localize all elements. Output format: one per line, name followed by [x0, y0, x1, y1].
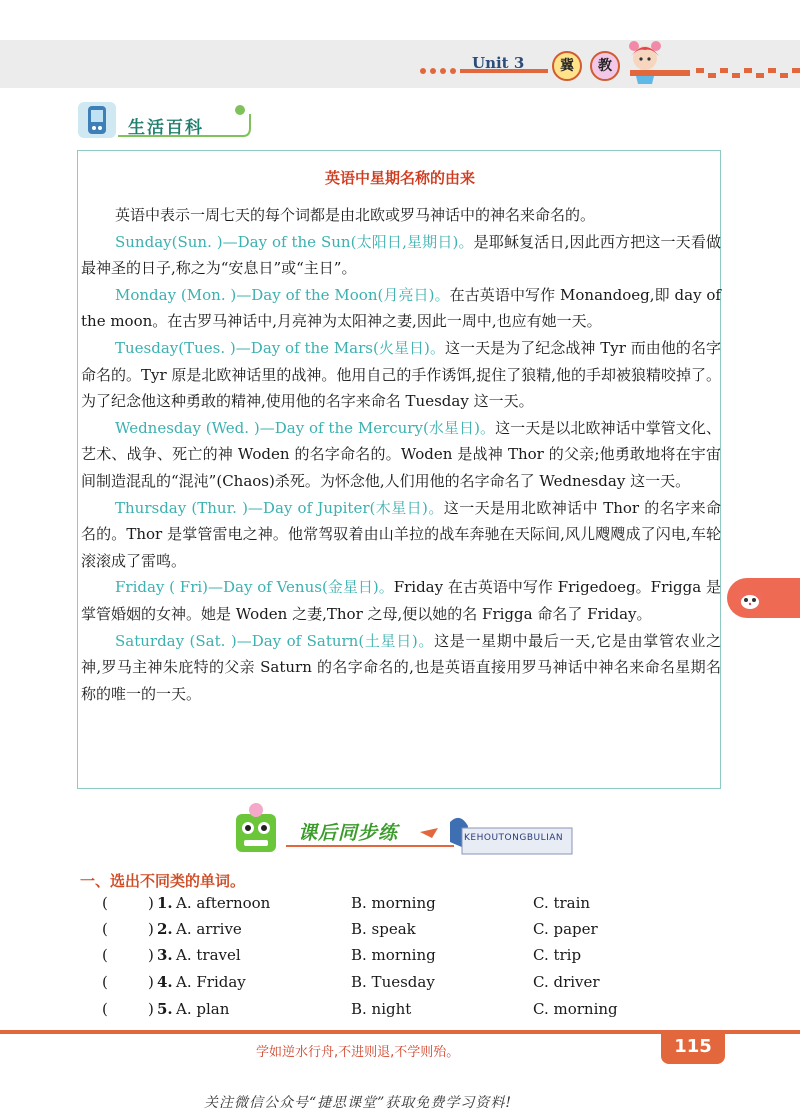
paragraph-monday	[81, 282, 721, 335]
day-heading-thursday: Thursday (Thur. )—Day of Jupiter(木星日)。	[115, 498, 444, 517]
exercise-heading: 一、选出不同类的单词。	[80, 872, 246, 890]
day-text-sunday: 是耶稣复活日,因此西方把这一天看做最神圣的日子,称之为“安息日”或“主日”。	[81, 232, 722, 278]
practice-subtitle: KEHOUTONGBULIAN	[464, 833, 564, 843]
option-c: C. trip	[533, 946, 582, 964]
question-number: 4.	[157, 973, 173, 991]
answer-paren-right: )	[148, 946, 154, 964]
option-b: B. morning	[351, 894, 436, 912]
option-b: B. night	[351, 1000, 412, 1018]
day-heading-friday: Friday ( Fri)—Day of Venus(金星日)。	[115, 578, 394, 597]
option-c: C. paper	[533, 920, 598, 938]
option-a: A. Friday	[176, 973, 246, 991]
paragraph-sunday	[81, 229, 721, 282]
cartoon-fox-icon	[734, 582, 766, 614]
practice-banner	[228, 802, 576, 860]
question-row	[0, 1000, 800, 1026]
day-text-wednesday: 这一天是以北欧神话中掌管文化、艺术、战争、死亡的神 Woden 的名字命名的。Woden 是战神 Thor 的父亲;他勇敢地将在宇宙间制造混乱的“混沌”(Chaos)杀死。为怀念他,人们用他的名字命名了 Wednesday 这一天。	[81, 418, 721, 490]
publisher-badge-jiao: 教	[590, 51, 620, 81]
option-a: A. arrive	[176, 920, 242, 938]
answer-paren-left: (	[102, 946, 108, 964]
paragraph-saturday	[81, 628, 721, 708]
option-b: B. speak	[351, 920, 416, 938]
answer-paren-right: )	[148, 920, 154, 938]
article-body	[81, 202, 721, 707]
answer-paren-left: (	[102, 973, 108, 991]
option-c: C. driver	[533, 973, 600, 991]
day-text-friday: Friday 在古英语中写作 Frigedoeg。Frigga 是掌管婚姻的女神。她是 Woden 之妻,Thor 之母,便以她的名 Frigga 命名了 Friday。	[81, 578, 721, 623]
day-heading-sunday: Sunday(Sun. )—Day of the Sun(太阳日,星期日)。	[115, 232, 474, 251]
paragraph-thursday	[81, 495, 721, 575]
question-number: 5.	[157, 1000, 173, 1018]
day-text-saturday: 这是一星期中最后一天,它是由掌管农业之神,罗马主神朱庇特的父亲 Saturn 的名字命名的,也是英语直接用罗马神话中神名来命名星期名称的唯一的一天。	[81, 631, 721, 703]
article-title: 英语中星期名称的由来	[324, 169, 475, 187]
answer-paren-right: )	[148, 894, 154, 912]
answer-paren-right: )	[148, 1000, 154, 1018]
day-text-thursday: 这一天是用北欧神话中 Thor 的名字来命名的。Thor 是掌管雷电之神。他常驾驭着由山羊拉的战车奔驰在天际间,风儿飕飕成了闪电,车轮滚滚成了雷鸣。	[81, 498, 721, 570]
question-row	[0, 894, 800, 920]
question-row	[0, 973, 800, 999]
option-c: C. morning	[533, 1000, 618, 1018]
footer-slogan: 学如逆水行舟,不进则退,不学则殆。	[256, 1045, 460, 1060]
option-c: C. train	[533, 894, 591, 912]
practice-title: 课后同步练	[298, 822, 399, 844]
option-a: A. travel	[176, 946, 241, 964]
question-row	[0, 946, 800, 972]
day-text-tuesday: 这一天是为了纪念战神 Tyr 而由他的名字命名的。Tyr 原是北欧神话里的战神。他用自己的手作诱饵,捉住了狼精,他的手却被狼精咬掉了。为了纪念他这种勇敢的精神,使用他的名字来命名 Tuesday 这一天。	[81, 338, 722, 411]
option-a: A. afternoon	[176, 894, 271, 912]
paragraph-tuesday	[81, 335, 721, 415]
option-a: A. plan	[176, 1000, 230, 1018]
page-number: 115	[674, 1036, 712, 1057]
header-band	[0, 40, 800, 88]
publisher-badge-ji: 冀	[552, 51, 582, 81]
paragraph-friday	[81, 574, 721, 627]
day-heading-monday: Monday (Mon. )—Day of the Moon(月亮日)。	[115, 285, 450, 304]
day-text-monday: 在古英语中写作 Monandoeg,即 day of the moon。在古罗马神话中,月亮神为太阳神之妻,因此一周中,也应有她一天。	[81, 285, 721, 331]
option-b: B. Tuesday	[351, 973, 435, 991]
answer-paren-left: (	[102, 894, 108, 912]
article-intro: 英语中表示一周七天的每个词都是由北欧或罗马神话中的神名来命名的。	[115, 206, 596, 224]
answer-paren-left: (	[102, 920, 108, 938]
unit-label: Unit 3	[472, 54, 525, 72]
header-checker-decoration	[630, 66, 800, 80]
day-heading-wednesday: Wednesday (Wed. )—Day of the Mercury(水星日)。	[115, 418, 496, 437]
paragraph-wednesday	[81, 415, 721, 495]
question-row	[0, 920, 800, 946]
option-b: B. morning	[351, 946, 436, 964]
answer-paren-right: )	[148, 973, 154, 991]
question-number: 3.	[157, 946, 173, 964]
question-number: 1.	[157, 894, 173, 912]
bottom-note: 关注微信公众号“捷思课堂”获取免费学习资料!	[204, 1095, 512, 1111]
question-number: 2.	[157, 920, 173, 938]
section-title: 生活百科	[128, 118, 204, 138]
day-heading-tuesday: Tuesday(Tues. )—Day of the Mars(火星日)。	[115, 338, 445, 357]
day-heading-saturday: Saturday (Sat. )—Day of Saturn(土星日)。	[115, 631, 435, 650]
answer-paren-left: (	[102, 1000, 108, 1018]
